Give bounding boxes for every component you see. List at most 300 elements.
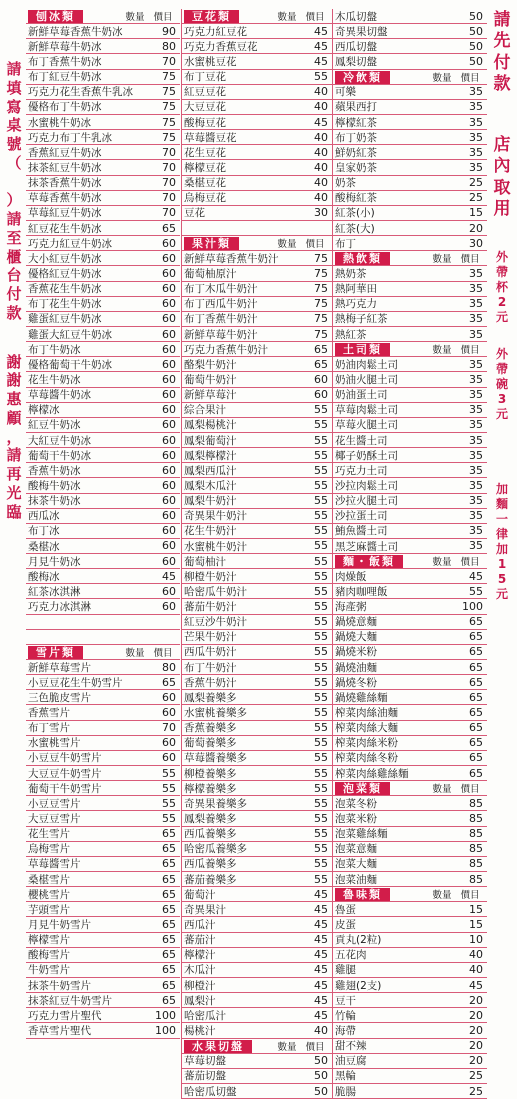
note-glyph: 請 [6,446,22,465]
item-name: 草莓醬養樂多 [184,752,247,765]
menu-item [333,993,487,1008]
menu-item [333,115,487,130]
menu-item [26,948,180,963]
menu-item [333,842,487,857]
menu-item [26,963,180,978]
item-name: 新鮮草莓牛奶汁 [184,328,258,341]
menu-item [26,887,180,902]
menu-item [182,599,332,614]
item-price: 60 [162,342,176,356]
menu-item [182,796,332,811]
item-price: 35 [469,539,483,553]
menu-item [182,372,332,387]
item-name: 水蜜桃牛奶冰 [28,116,91,129]
item-name: 巧克力紅豆牛奶冰 [28,237,112,250]
item-name: 西瓜養樂多 [184,858,237,871]
menu-item [333,433,487,448]
item-name: 蕃茄養樂多 [184,873,237,886]
item-name: 西瓜牛奶汁 [184,646,237,659]
item-price: 40 [314,145,328,159]
price-header: 價目 [460,557,480,569]
item-price: 55 [314,524,328,538]
item-price: 65 [162,887,176,901]
menu-item [26,297,180,312]
item-name: 泡菜米粉 [335,813,377,826]
item-price: 55 [314,584,328,598]
menu-item [26,478,180,493]
menu-item [182,1023,332,1038]
item-price: 55 [314,463,328,477]
item-name: 櫻桃雪片 [28,888,70,901]
note-glyph: 光 [6,483,22,502]
price-header: 價目 [460,784,480,796]
menu-item [182,478,332,493]
menu-item [333,100,487,115]
item-name: 烏梅雪片 [28,843,70,856]
menu-item [333,9,487,24]
menu-item [333,176,487,191]
item-name: 酸梅冰 [28,570,60,583]
section-header [333,887,487,902]
item-price: 55 [314,70,328,84]
menu-item [182,948,332,963]
item-price: 35 [469,160,483,174]
menu-item [182,266,332,281]
item-name: 葡萄干牛奶冰 [28,449,91,462]
item-price: 90 [162,24,176,38]
item-name: 哈密瓜牛奶汁 [184,585,247,598]
menu-item [182,388,332,403]
item-price: 65 [469,690,483,704]
note-glyph: 請 [6,210,22,228]
menu-item [182,130,332,145]
note-glyph: 請 [493,10,511,30]
menu-item [182,584,332,599]
menu-item [182,206,332,221]
item-price: 100 [155,1008,176,1022]
menu-item [26,615,180,630]
menu-item [26,736,180,751]
item-price: 55 [314,554,328,568]
item-price: 70 [162,145,176,159]
menu-item [182,993,332,1008]
menu-item [182,630,332,645]
item-price: 75 [162,85,176,99]
item-price: 65 [162,933,176,947]
menu-item [333,690,487,705]
right-note-line1 [488,10,516,95]
item-price: 30 [314,206,328,220]
item-price: 20 [469,1023,483,1037]
price-header: 價目 [305,239,325,251]
item-price: 60 [162,282,176,296]
qty-header: 數量 [432,345,452,357]
note-glyph: 麵 [495,497,508,511]
menu-item [333,857,487,872]
item-name: 木瓜切盤 [335,10,377,23]
item-name: 巧克力香蕉豆花 [184,40,258,53]
item-price: 65 [469,675,483,689]
menu-item [333,478,487,493]
menu-item [333,145,487,160]
item-price: 55 [314,721,328,735]
note-glyph: （ [6,153,22,172]
menu-item [333,509,487,524]
item-price: 45 [469,569,483,583]
item-price: 20 [469,993,483,1007]
note-glyph: 請 [6,60,22,78]
item-name: 奶油肉鬆土司 [335,358,398,371]
note-glyph: 5 [497,572,507,586]
item-price: 60 [162,266,176,280]
item-name: 葡萄柚汁 [184,555,226,568]
menu-item [182,100,332,115]
item-name: 巧克力布丁牛乳冰 [28,131,112,144]
menu-item [333,312,487,327]
item-price: 65 [162,918,176,931]
item-name: 檸檬養樂多 [184,782,237,795]
item-name: 大豆豆雪片 [28,813,81,826]
item-name: 芒果牛奶汁 [184,631,237,644]
takeout-cup-note [488,250,516,325]
menu-item [333,282,487,297]
item-name: 草莓肉鬆土司 [335,404,398,417]
note-glyph: 一 [495,512,508,526]
menu-item [26,160,180,175]
menu-item [182,615,332,630]
item-name: 抹茶牛奶冰 [28,495,81,508]
section-title: 冷飲類 [335,71,390,84]
item-price: 65 [162,842,176,856]
menu-item [182,115,332,130]
item-name: 奇異果牛奶汁 [184,510,247,523]
item-price: 55 [314,494,328,508]
menu-item [333,630,487,645]
menu-item [26,236,180,251]
item-price: 65 [162,902,176,916]
item-price: 75 [162,100,176,114]
note-glyph: 款 [493,73,511,94]
item-name: 巧克力花生香蕉牛乳冰 [28,86,133,99]
item-name: 熱阿華田 [335,283,377,296]
menu-item [182,24,332,39]
menu-item [26,842,180,857]
menu-item [333,221,487,236]
note-glyph: 填 [6,78,22,97]
item-price: 70 [162,721,176,735]
item-price: 80 [162,39,176,53]
item-name: 鍋燒大麵 [335,631,377,644]
item-price: 60 [162,463,176,477]
item-price: 35 [469,463,483,477]
item-price: 35 [469,357,483,371]
item-name: 泡菜冬粉 [335,797,377,810]
item-name: 花生牛奶汁 [184,525,237,538]
item-price: 60 [314,388,328,402]
menu-item [182,902,332,917]
item-name: 豆花 [184,207,205,220]
note-glyph: 謝 [6,371,22,390]
note-glyph: 款 [6,303,22,322]
item-price: 60 [162,706,176,720]
item-name: 葡萄干牛奶雪片 [28,782,102,795]
item-price: 55 [314,418,328,432]
menu-item [26,630,180,645]
item-price: 45 [314,887,328,901]
item-name: 花生雪片 [28,828,70,841]
item-name: 香蕉牛奶冰 [28,464,81,477]
menu-item [333,645,487,660]
menu-item [182,872,332,887]
item-name: 酸梅雪片 [28,949,70,962]
menu-item [333,1039,487,1054]
menu-item [333,1023,487,1038]
item-name: 檸檬冰 [28,404,60,417]
item-name: 葡萄柚原汁 [184,267,237,280]
item-price: 50 [314,1084,328,1098]
item-name: 鳳梨切盤 [335,56,377,68]
menu-item [26,796,180,811]
item-name: 香蕉花生牛奶冰 [28,283,102,296]
item-name: 大紅豆牛奶冰 [28,434,91,447]
menu-item [26,54,180,69]
menu-item [26,599,180,614]
item-name: 肉燥飯 [335,570,367,583]
note-glyph: 杯 [495,280,508,294]
menu-item [333,1084,487,1099]
menu-item [26,827,180,842]
menu-item [333,388,487,403]
item-name: 月見牛奶雪片 [28,919,91,932]
item-price: 45 [469,978,483,992]
item-price: 65 [314,357,328,371]
item-name: 紅茶(大) [335,222,375,235]
item-name: 新鮮草莓雪片 [28,661,91,674]
item-price: 60 [162,448,176,462]
item-name: 香蕉養樂多 [184,722,237,735]
price-header: 價目 [305,12,325,24]
menu-item [26,191,180,206]
item-price: 75 [314,297,328,311]
menu-item [333,266,487,281]
item-price: 45 [314,24,328,38]
item-price: 55 [314,857,328,871]
item-price: 55 [162,812,176,826]
item-name: 巧克力紅豆花 [184,25,247,38]
menu-item [26,433,180,448]
section-header [333,342,487,357]
item-price: 60 [162,312,176,326]
item-name: 抹茶紅豆牛奶冰 [28,161,102,174]
note-glyph: 外 [495,347,508,361]
menu-item [26,388,180,403]
item-price: 55 [314,403,328,417]
item-name: 泡菜大麵 [335,858,377,871]
item-name: 熱梅子紅茶 [335,313,388,326]
item-name: 魯蛋 [335,903,356,916]
item-name: 布丁香蕉牛奶汁 [184,313,258,326]
menu-item [333,660,487,675]
qty-header: 數量 [125,647,145,659]
qty-header: 數量 [432,890,452,902]
item-name: 鳳梨檸檬汁 [184,449,237,462]
menu-item [182,403,332,418]
section-header [333,70,487,85]
menu-item [182,1084,332,1099]
item-price: 75 [314,266,328,280]
menu-item [333,1069,487,1084]
item-name: 貢丸(2粒) [335,934,382,947]
item-price: 45 [314,115,328,129]
item-price: 40 [314,1023,328,1037]
item-name: 花生醬土司 [335,434,388,447]
item-price: 25 [469,1084,483,1098]
item-name: 油豆腐 [335,1055,367,1068]
item-price: 25 [469,191,483,205]
item-name: 豆干 [335,994,356,1007]
item-price: 50 [469,39,483,53]
menu-item [26,130,180,145]
menu-item [333,130,487,145]
item-price: 65 [162,827,176,841]
item-name: 奇異果汁 [184,903,226,916]
item-name: 熱紅茶 [335,328,367,341]
item-name: 花生豆花 [184,146,226,159]
menu-item [182,312,332,327]
menu-column-3 [332,9,487,1099]
menu-item [26,690,180,705]
menu-item [182,448,332,463]
item-name: 水蜜桃雪片 [28,737,81,750]
item-name: 蕃茄切盤 [184,1070,226,1083]
item-price: 40 [314,176,328,190]
note-glyph: 內 [493,156,511,177]
note-glyph: 元 [495,407,508,421]
note-glyph: 3 [497,392,507,406]
item-name: 芋頭雪片 [28,903,70,916]
item-price: 50 [469,24,483,38]
menu-item [26,312,180,327]
item-price: 40 [469,948,483,962]
menu-item [182,811,332,826]
item-price: 60 [162,736,176,750]
qty-header: 數量 [125,12,145,24]
item-name: 小豆豆花生牛奶雪片 [28,676,123,689]
item-price: 55 [314,539,328,553]
item-price: 20 [469,1039,483,1053]
item-name: 新鮮草莓汁 [184,389,237,402]
item-price: 60 [162,600,176,614]
section-header [333,554,487,569]
menu-item [333,24,487,39]
qty-header: 數量 [277,239,297,251]
item-name: 布丁 [335,237,356,250]
menu-item [333,872,487,887]
menu-item [182,690,332,705]
section-header [182,236,332,251]
note-glyph: 加 [495,542,508,556]
item-price: 80 [162,660,176,674]
item-name: 哈密瓜養樂多 [184,843,247,856]
item-name: 三色脆皮雪片 [28,691,91,704]
item-price: 40 [314,160,328,174]
item-price: 35 [469,85,483,99]
menu-item [333,615,487,630]
menu-item [182,781,332,796]
menu-item [182,160,332,175]
item-price: 35 [469,372,483,386]
menu-item [182,842,332,857]
item-price: 45 [314,978,328,992]
left-note-line1 [2,60,26,323]
item-price: 65 [314,342,328,356]
note-glyph: 顧 [6,408,22,427]
item-price: 85 [469,812,483,826]
menu-item [182,221,332,236]
note-glyph: 元 [495,587,508,601]
item-name: 酪梨牛奶汁 [184,358,237,371]
item-price: 35 [469,388,483,402]
note-glyph: 帶 [495,362,508,376]
item-price: 55 [314,600,328,614]
price-header: 價目 [460,254,480,266]
item-price: 55 [314,509,328,523]
note-glyph: 台 [6,266,22,285]
menu-item [333,675,487,690]
menu-item [26,372,180,387]
note-glyph: 再 [6,465,22,483]
menu-item [333,403,487,418]
item-name: 草莓醬豆花 [184,131,237,144]
item-price: 55 [314,812,328,826]
item-name: 柳橙牛奶汁 [184,570,237,583]
item-name: 西瓜汁 [184,919,216,932]
item-name: 鳳梨西瓜汁 [184,464,237,477]
item-price: 40 [314,130,328,144]
item-price: 55 [314,645,328,659]
item-name: 紅豆豆花 [184,86,226,99]
item-price: 60 [162,372,176,386]
item-price: 35 [469,433,483,447]
item-name: 皮蛋 [335,919,356,932]
menu-item [26,418,180,433]
menu-item [182,342,332,357]
menu-item [333,448,487,463]
note-glyph: 先 [493,31,511,52]
menu-item [333,736,487,751]
menu-item [182,251,332,266]
left-note-line2 [2,353,26,522]
note-glyph: 付 [6,285,22,303]
item-name: 甜不辣 [335,1040,367,1053]
menu-item [333,751,487,766]
item-price: 60 [162,494,176,508]
menu-item [333,948,487,963]
item-name: 草莓醬牛奶冰 [28,389,91,402]
item-price: 65 [469,736,483,750]
menu-item [333,524,487,539]
item-price: 55 [314,781,328,795]
menu-item [182,54,332,69]
item-name: 鍋燒米粉 [335,646,377,659]
item-price: 40 [314,85,328,99]
section-title: 泡菜類 [335,782,390,795]
menu-item [26,811,180,826]
menu-item [182,176,332,191]
right-notes [488,10,516,602]
section-header [26,9,180,24]
item-name: 椰子奶酥土司 [335,449,398,462]
